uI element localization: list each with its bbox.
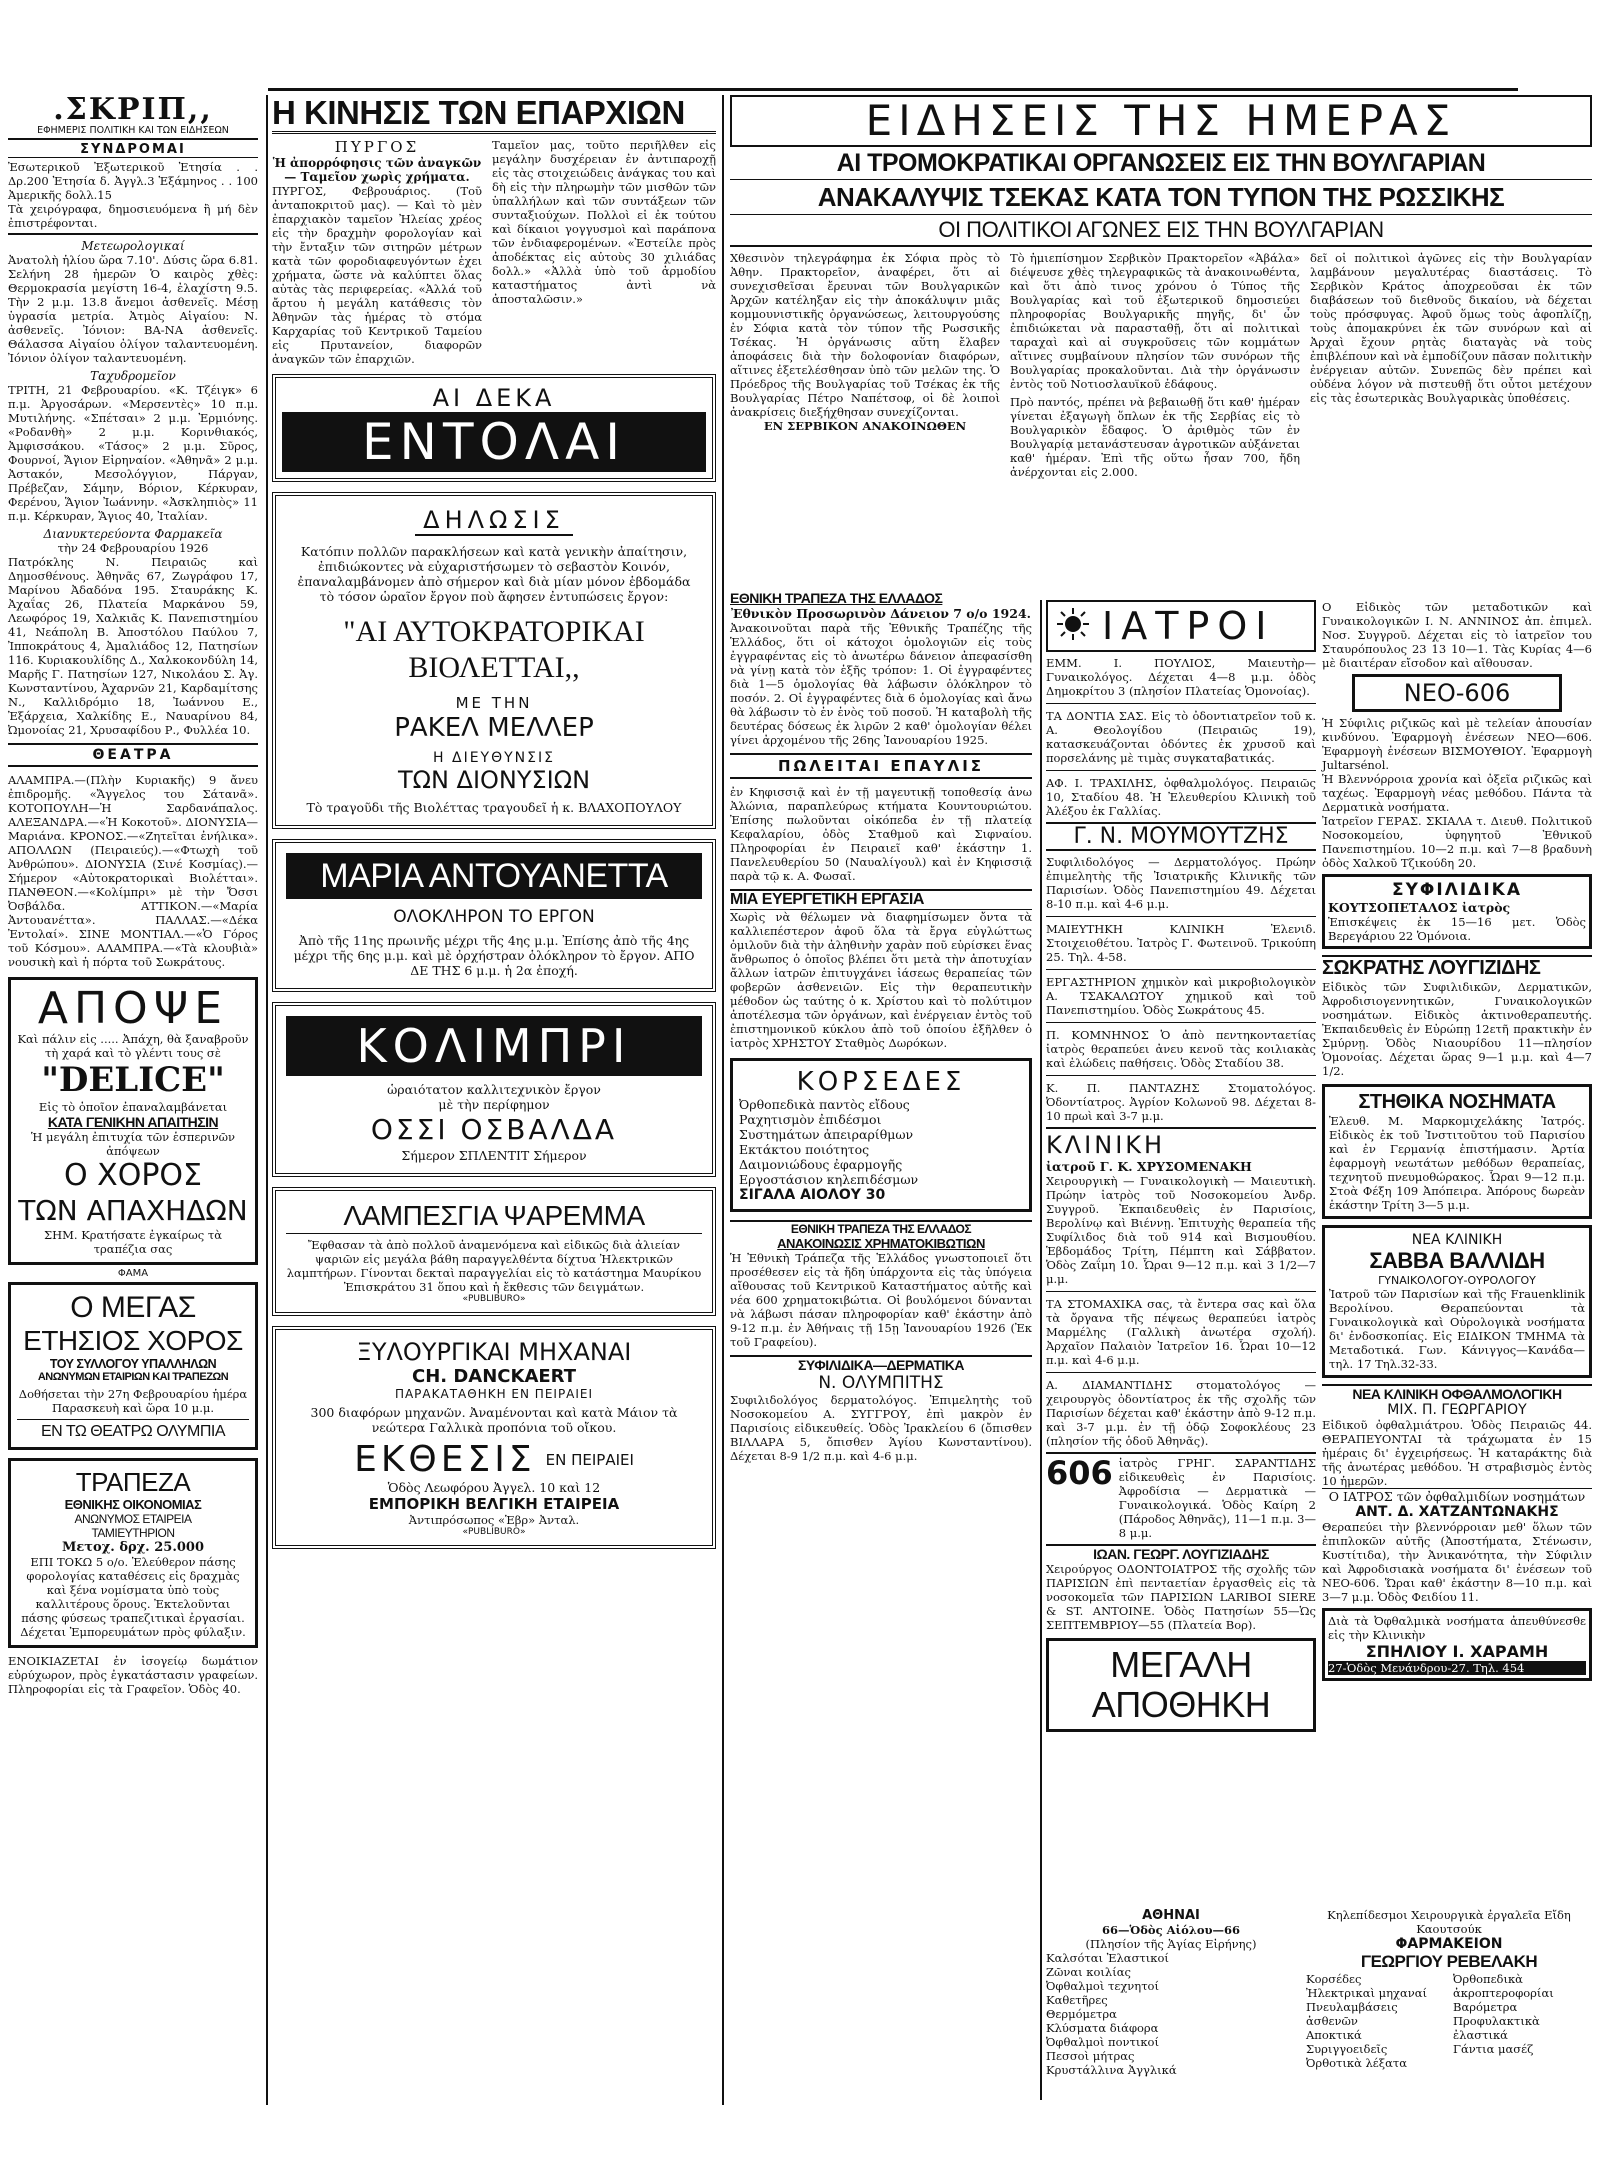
colibri-title: ΚΟΛΙΜΠΡΙ — [286, 1016, 702, 1076]
villa-sale-head: ΠΩΛΕΙΤΑΙ ΕΠΑΥΛΙΣ — [730, 753, 1032, 779]
corsets-line-3: Συστημάτων ἀπειραρίθμων — [739, 1127, 914, 1142]
bank-sub-3: ΤΑΜΙΕΥΤΗΡΙΟΝ — [91, 1526, 175, 1540]
news-headline: ΕΙΔΗΣΕΙΣ ΤΗΣ ΗΜΕΡΑΣ — [730, 95, 1592, 147]
publiburo-tag: «PUBLIBURO» — [462, 1294, 526, 1304]
marie-antoinette-sub: ΟΛΟΚΛΗΡΟΝ ΤΟ ΕΡΓΟΝ — [393, 907, 595, 927]
pharmacies-date: τὴν 24 Φεβρουαρίου 1926 — [57, 541, 209, 555]
store-addr: 66—Ὁδὸς Αἰόλου—66 — [1102, 1923, 1240, 1937]
annual-ball-ad — [8, 1282, 258, 1450]
pharmacy-item-4: Αποκτικά — [1306, 2028, 1362, 2042]
chest-head: ΣΤΗΘΙΚΑ ΝΟΣΗΜΑΤΑ — [1358, 1091, 1556, 1113]
clinic-text: Χειρουργικὴ — Γυναικολογικὴ — Μαιευτικὴ. Πρώην ἰατρὸς τοῦ Νοσοκομείου Ἀνδρ. Συγγροῦ. Ἐκπαιδευθεὶς ἐν Παρισίοις, Βερολίνῳ καὶ Βιέννῃ. Ἐπιτυχὴς θεραπεία τῆς Συφίλιδος διὰ τοῦ 914 καὶ Βισμουθίου. Ἑβδομάδος Τρίτη, Πέμπτη καὶ Σάββατον. Ὁδὸς Ζαΐμη 10. Ὧραι 9—12 π.μ. καὶ 3 1/2—7 μ.μ. — [1046, 1174, 1316, 1286]
colibri-text-1: ὡραιότατον καλλιτεχνικὸν ἔργον — [387, 1082, 601, 1097]
declaration-title: ΔΗΛΩΣΙΣ — [415, 506, 573, 536]
delice-title: "DELICE" — [41, 1060, 225, 1100]
corsets-title: ΚΟΡΣΕΔΕΣ — [796, 1067, 966, 1097]
big-store-title: ΜΕΓΑΛΗ ΑΠΟΘΗΚΗ — [1091, 1644, 1271, 1725]
pharmacy-head: ΦΑΡΜΑΚΕΙΟΝ — [1395, 1936, 1503, 1952]
safe-notice-text: Ἡ Ἐθνικὴ Τράπεζα τῆς Ἑλλάδος γνωστοποιεῖ ὅτι προσέθεσεν εἰς τὰ ἤδη ὑπάρχοντα εἰς τὰς ὑπόγεια αἴθουσας τοῦ Κεντρικοῦ Καταστήματος αὐτῆς καὶ νέα 600 χρηματοκιβώτια. Οἱ βουλόμενοι δύνανται νὰ λάβωσι πάσαν πληροφορίαν καθ' ἑκάστην ἀπὸ 9-12 π.μ. ἐν Ἀθήναις τῇ 15ῃ Ἰανουαρίου 1926 (Ἐκ τοῦ Γραφείου). — [730, 1251, 1032, 1349]
c606-block — [1046, 1452, 1316, 1540]
derma-head: ΣΥΦΙΛΙΔΙΚΑ—ΔΕΡΜΑΤΙΚΑ — [730, 1355, 1032, 1373]
pharmacy-name: ΓΕΩΡΓΙΟΥ ΡΕΒΕΛΑΚΗ — [1360, 1952, 1538, 1971]
declaration-ad — [272, 492, 716, 829]
megas-title: Ο ΜΕΓΑΣ — [70, 1291, 196, 1324]
store-item-5: Θερμόμετρα — [1046, 2007, 1117, 2021]
chest-ad — [1322, 1084, 1592, 1219]
city-name: ΠΥΡΓΟΣ — [334, 138, 420, 156]
new-clinic-head: ΝΕΑ ΚΛΙΝΙΚΗ — [1411, 1232, 1503, 1248]
dance-line-1: Ο ΧΟΡΟΣ — [64, 1158, 202, 1193]
derma-text: Συφιλιδολόγος δερματολόγος. Ἐπιμελητὴς τοῦ Νοσοκομείου Α. ΣΥΓΓΡΟΥ, ἐπὶ μακρὸν ἐν Παρισίοις εἰδικευθείς. Ὁδὸς Ἰρακλείου 6 (ὄπισθεν ΒΙΛΛΑΡΑ 5, ὄπισθεν Ἁγίου Κωνσταντίνου). Δέχεται 8-9 1/2 π.μ. καὶ 4-6 μ.μ. — [730, 1393, 1032, 1463]
weather-text: Ἀνατολὴ ἡλίου ὥρα 7.10'. Δύσις ὥρα 6.81. Σελήνη 28 ἡμερῶν Ὁ καιρὸς χθὲς: Θερμοκρασία μεγίστη 16-4, ἐλαχίστη 9.5. Τὴν 2 μ.μ. 13.8 ἄνεμοι ἀσθενεῖς. Μέσῃ ὑγρασία μετρία. Ἀτμὸς Αἰγαίου: Ν. ἀσθενεῖς. Ἰόνιον: ΒΑ-ΝΑ ἀσθενεῖς. Θάλασσα Αἰγαίου ὀλίγον ταλαντευομένη. Ἰόνιον ὀλίγον ταλαντευομένη. — [8, 253, 258, 365]
pharmacy-item-8: Βαρόμετρα — [1453, 2000, 1518, 2014]
doctor-poulios: ΕΜΜ. Ι. ΠΟΥΛΙΟΣ, Μαιευτὴρ—Γυναικολόγος. Δέχεται 4—8 μ.μ. ὁδὸς Δημοκρίτου 3 (πλησίον Πλατείας Ὁμονοίας). — [1046, 656, 1316, 698]
neo606-text-3: Ἰατρεῖον ΓΕΡΑΣ. ΣΚΙΑΛΑ τ. Διευθ. Πολιτικοῦ Νοσοκομείου, ὑφηγητοῦ Ἐθνικοῦ Πανεπιστημίου. 10—2 π.μ. καὶ 7—8 βραδυνὴ ὁδὸς Χαλκοῦ Τζικούδη 20. — [1322, 814, 1592, 870]
marie-antoinette-ad — [272, 839, 716, 992]
weather-title: Μετεωρολογικαί — [81, 239, 185, 253]
pharmacy-item-10: Γάντια μασέζ — [1453, 2042, 1534, 2056]
column-2 — [272, 95, 716, 1549]
bank-loan: Ἐθνικὸν Προσωρινὸν Δάνειον 7 ο/ο 1924. — [730, 606, 1031, 621]
dental-head: Ο ΙΑΤΡΟΣ τῶν ὀφθαλμιδίων νοσημάτων — [1322, 1488, 1592, 1504]
chem-lab: ΕΡΓΑΣΤΗΡΙΟΝ χημικὸν καὶ μικροβιολογικὸν Α. ΤΣΑΚΑΛΩΤΟΥ χημικοῦ καὶ τοῦ Πανεπιστημίου. Ὁδὸς Σωκράτους 45. — [1046, 975, 1316, 1017]
derma-name: Ν. ΟΛΥΜΠΙΤΗΣ — [818, 1373, 944, 1393]
ioan-text: Χειρούργος ΟΔΟΝΤΟΙΑΤΡΟΣ τῆς σχολῆς τῶν ΠΑΡΙΣΙΩΝ ἐπὶ πενταετίαν ἐργασθεὶς εἰς τὰ νοσοκομεῖα τῶν ΠΑΡΙΣΙΩΝ LARIBOI SIERE & ST. ANTOINE. Ὁδὸς Πατησίων 55—Ὡς ΣΕΠΤΕΜΒΡΙΟΥ—55 (Πλατεία Βορ). — [1046, 1562, 1316, 1632]
ophth-name: ΣΠΗΛΙΟΥ Ι. ΧΑΡΑΜΗ — [1365, 1642, 1549, 1661]
c606-title: 606 — [1046, 1454, 1113, 1492]
ioan-name: ΙΩΑΝ. ΓΕΩΡΓ. ΛΟΥΓΙΖΙΑΔΗΣ — [1046, 1544, 1316, 1562]
doctors-title: ΙΑΤΡΟΙ — [1102, 604, 1275, 648]
bank-sub-1: ΕΘΝΙΚΗΣ ΟΙΚΟΝΟΜΙΑΣ — [64, 1497, 202, 1512]
store-item-6: Κλύσματα διάφορα — [1046, 2021, 1159, 2035]
colibri-star: ΟΣΣΙ ΟΣΒΑΛΔΑ — [370, 1113, 618, 1146]
pharmacy-block — [1306, 1908, 1592, 2077]
with-label: ΜΕ ΤΗΝ — [455, 694, 533, 712]
sun-icon — [1056, 607, 1090, 645]
exhibit-title: ΕΚΘΕΣΙΣ — [354, 1439, 536, 1480]
exhibit-place: ΕΝ ΠΕΙΡΑΙΕΙ — [545, 1450, 634, 1469]
masthead: .ΣΚΡΙΠ,, — [53, 92, 213, 127]
annual-ball-title: ΕΤΗΣΙΟΣ ΧΟΡΟΣ — [23, 1325, 243, 1356]
savvas-sub: ΓΥΝΑΙΚΟΛΟΓΟΥ-ΟΥΡΟΛΟΓΟΥ — [1378, 1274, 1536, 1287]
ten-commandments-ad — [272, 374, 716, 482]
declaration-text: Κατόπιν πολλῶν παρακλήσεων καὶ κατὰ γενικὴν ἀπαίτησιν, ἐπιδιώκοντες νὰ εὐχαριστήσωμεν τὸ σεβαστὸν Κοινόν, ἐπαναλαμβάνομεν ἀπὸ σήμερον καὶ διὰ μίαν μόνον ἑβδομάδα τὸ τόσον ὡραῖον ἔργον ποὺ ἄφησεν ἐντυπώσεις ἔργον: — [297, 544, 691, 604]
news-section — [730, 95, 1592, 479]
neo606-text-1: Ἡ Σύφιλις ριζικῶς καὶ μὲ τελείαν ἀπουσίαν κινδύνου. Ἐφαρμογὴ ἐνέσεων ΝΕΟ—606. Ἐφαρμογὴ ἐνέσεων ΒΙΣΜΟΥΘΙΟΥ. Ἐφαρμογὴ Jultarsénol. — [1322, 716, 1592, 772]
provinces-text-left: ΠΥΡΓΟΣ, Φεβρουάριος. (Τοῦ ἀνταποκριτοῦ μας). — Καὶ τὸ μὲν ἐπαρχιακὸν ταμεῖον Ἠλείας χρέος εἰς τὴν δραχμὴν φορολογίαν καὶ τὴν ἔνταξιν τῶν σιτηρῶν μέτρων κατὰ τῶν φοροδιαφευγόντων ἐχει χρήματα, ὥστε νὰ καλύπτει ὅλας αὐτὰς τὰς περιφερείας. «Ἀλλά τοῦ ἄρτου ἡ μεγάλη κατάθεσις τὸν Ἀθηνῶν τὰς ἡμέρας τὸ στόμα Καρχαρίας τοῦ Κεντρικοῦ Ταμείου εἰς Πρυτανείον, διαφορῶν ἀναγκῶν τῶν ἐπαρχιῶν. — [272, 184, 482, 366]
mail-title: Ταχυδρομεῖον — [90, 369, 176, 383]
lamp-title: ΛΑΜΠΕΣΓΙΑ ΨΑΡΕΜΜΑ — [286, 1199, 702, 1234]
column-5 — [1322, 600, 1592, 1681]
provinces-headline: Η ΚΙΝΗΣΙΣ ΤΩΝ ΕΠΑΡΧΙΩΝ — [272, 95, 716, 134]
direction-label: Η ΔΙΕΥΘΥΝΣΙΣ — [433, 750, 555, 766]
provinces-text-right: Ταμεῖον μας, τοῦτο περιῆλθεν εἰς μεγάλην δυσχέρειαν ἐν ἀντιπαροχῇ εἰς τὰς στοιχειώδεις ἀνάγκας του καὶ δὴ εἰς τὴν πληρωμὴν τῶν μισθῶν τῶν ὑπαλλήλων καὶ τῶν συντάξεων τῶν συνταξιούχων. Πολλοὶ εἰ ἐκ τούτου καὶ δίκαιοι γογγυσμοὶ καὶ παράπονα τῶν ἐνδιαφερομένων. «Ἐστείλε πρὸς ἀποδέκτας εἰς αὐτοὺς 30 χιλιάδας δολλ.» «Ἀλλὰ ὑπὸ τοῦ ἀρμοδίου καταστήματος ἀντὶ νὰ ἀποσταλῶσιν.» — [492, 138, 716, 306]
annino-text: Ο Εἰδικὸς τῶν μεταδοτικῶν καὶ Γυναικολογικῶν Ι. Ν. ΑΝΝΙΝΟΣ ἀπ. ἐπιμελ. Νοσ. Συγγροῦ. Δέχεται εἰς τὸ ἰατρεῖον του Σταυρόπουλος 23 13 10—1. Τὰς Κυρίας 4—6 μὲ διαιτέραν εἴσοδον καὶ αἴθουσαν. — [1322, 600, 1592, 670]
exhibit-rep: Ἀντιπρόσωπος «Ἑβρ» Ἀνταλ. — [408, 1513, 580, 1527]
syfil-ad — [1322, 874, 1592, 949]
marie-antoinette-title: ΜΑΡΙΑ ΑΝΤΟΥΑΝΕΤΤΑ — [286, 853, 702, 899]
doctors-banner — [1046, 600, 1316, 652]
song-note: Τὸ τραγοῦδι τῆς Βιολέττας τραγουδεῖ ἡ κ. ΒΛΑΧΟΠΟΥΛΟΥ — [306, 800, 682, 815]
theatres-title: ΘΕΑΤΡΑ — [8, 743, 258, 767]
cinema-name: ΤΩΝ ΔΙΟΝΥΣΙΩΝ — [397, 766, 591, 794]
masthead-subtitle: ΕΦΗΜΕΡΙΣ ΠΟΛΙΤΙΚΗ ΚΑΙ ΤΩΝ ΕΙΔΗΣΕΩΝ — [8, 125, 258, 140]
ball-when: Δοθήσεται τὴν 27η Φεβρουαρίου ἡμέρα Παρασκευὴ καὶ ὥρα 10 μ.μ. — [18, 1387, 248, 1415]
bulgaria-source: ΕΝ ΣΕΡΒΙΚΟΝ ΑΝΑΚΟΙΝΩΘΕΝ — [763, 419, 967, 433]
syfil-name: ΚΟΥΤΣΟΠΕΤΑΛΟΣ ἰατρὸς — [1328, 900, 1511, 915]
corsets-line-2: Ραχητισμὸν ἐπιδέσμοι — [739, 1112, 882, 1127]
socrates-name: ΣΩΚΡΑΤΗΣ ΛΟΥΓΙΖΙΔΗΣ — [1322, 955, 1592, 980]
corsets-line-7: ΣΙΓΑΛΑ ΑΙΟΛΟΥ 30 — [739, 1187, 886, 1203]
diamantidis-text: Α. ΔΙΑΜΑΝΤΙΔΗΣ στοματολόγος — χειρουργὸς ὀδοντίατρος ἐκ τῆς σχολῆς τῶν Παρισίων δέχεται καθ' ἑκάστην ἀπὸ 9-12 π.μ. καὶ 3-7 μ.μ. ἐν τῇ ὁδῷ Σοφοκλέους 23 (πλησίον τῆς ὁδοῦ Ἀθηνᾶς). — [1046, 1378, 1316, 1448]
store-item-2: Ζῶναι κοιλίας — [1046, 1965, 1131, 1979]
doctor-pantazis: Κ. Π. ΠΑΝΤΑΖΗΣ Στοματολόγος. Ὀδοντίατρος. Ἀγρίον Κολωνοῦ 98. Δέχεται 8-10 πρωὶ καὶ 3-7 μ.μ. — [1046, 1081, 1316, 1123]
bank-title: ΤΡΑΠΕΖΑ — [75, 1467, 191, 1497]
pharmacies-text: Πατρόκλης Ν. Πειραιῶς καὶ Δημοσθένους. Ἀθηνᾶς 67, Ζωγράφου 17, Μαρίνου Ἀδαδόνα 195. Σταυράκης Κ. Ἀχαΐας 26, Πλατεία Μαρκάνου 59, Λεωφόρος 19, Χαλκιᾶς Κ. Πανεπιστημίου 41, Νεάπολη Β. Ἀποστόλου Παύλου 7, Ἰπποκράτους 4, Ἀμαλιάδος 12, Πατησίων 116. Κυριακουλίδης Δ., Χαλκοκονδύλη 14, Μαρῆς Γ. Πατησίων 127, Νικολάου Σ. Ἀγ. Κωνσταντίνου, Ἀχαρνῶν 21, Καρδαμίτσης Ν., Καλλιδρόμιο 18, Ἰωάννου Ε., Ἐξάρχεια, Χαλκίδης Ε., Ναυαρίνου 84, Ὠμονοίας 21, Χρυσαφίδου Ρ., Φυλλέα 10. — [8, 555, 258, 737]
machines-company: CH. DANCKAERT — [411, 1366, 577, 1387]
subscriptions-title: ΣΥΝΔΡΟΜΑΙ — [8, 142, 258, 158]
mail-text: ΤΡΙΤΗ, 21 Φεβρουαρίου. «Κ. Τζέιγκ» 6 π.μ. Ἀργοσάρων. «Μερσεντὲς» 10 π.μ. Μυτιλήνης. «Σπέτσαι» 2 μ.μ. Ἐρμιόνης. «Ροδανθὴ» 2 μ.μ. Κορινθιακός, Ἀμφισσάκου. «Τάσος» 2 μ.μ. Σῦρος, Φουρνοί, Ἄγιον Εἰρηναίον. «Ἀθηνᾶ» 2 μ.μ. Ἀστακόν, Μεσολόγγιον, Πάργαν, Πρέβεζαν, Σάμην, Βόριον, Κέρκυραν, Φερένου, Ἅγιον Ἰωάννην. «Ἀσκληπιὸς» 11 π.μ. Κέρκυραν, Ἅγιος 40, Ἰταλίαν. — [8, 383, 258, 523]
bulgaria-text-d: δεῖ οἱ πολιτικοὶ ἀγῶνες εἰς τὴν Βουλγαρίαν λαμβάνουν μεγαλυτέρας διαστάσεις. Τὸ Σερβικὸν Κράτος ἀποχρεοῦσαι ἐκ τῶν διαβάσεων τοῦ διεθνοῦς δικαίου, νὰ δέχεται τοὺς πρόσφυγας. Ἀφοῦ ὅμως τοὺς ἀφοπλίζῃ, τοὺς ἀπομακρύνει ἐκ τῶν συνόρων καὶ αἱ Ἀρχαὶ ἔχουν ρητὰς διαταγὰς νὰ τοὺς ἐπιβλέπουν καὶ νὰ ἐμποδίζουν πᾶσαν πολιτικὴν ἐνέργειαν αὐτῶν. Συνεπῶς δὲν πρέπει καὶ οὐδένα λόγον νὰ πιστευθῇ ὅτι οὗτοι μετέχουν εἰς τὰς ἐσωτερικὰς Βουλγαρικὰς ὑποθέσεις. — [1310, 251, 1592, 405]
top-rule — [268, 88, 1518, 91]
store-item-3: Ὀφθαλμοὶ τεχνητοί — [1046, 1979, 1159, 1993]
clinic-name: ἰατροῦ Γ. Κ. ΧΡΥΣΟΜΕΝΑΚΗ — [1046, 1159, 1252, 1174]
beneficial-work-text: Χωρὶς νὰ θέλωμεν νὰ διαφημίσωμεν ὄντα τὰ καλλιεπέστερον ἀφοῦ ὅλα τὰ ἔργα εὐγλώττως ὁμιλοῦν διὰ τὴν ἀληθινὴν χαρὰν ποῦ εὑρίσκει ἕνας ἄνθρωπος ὁ ὁποῖος βλέπει ὅτι μετὰ τὴν ἀποτυχίαν ἄλλων ἰατρῶν ἐπιτυγχάνει ἰάσεως θεραπείας τῶν φοβερῶν ἀσθενειῶν. Εἰς τὴν θεραπευτικὴν μέθοδον ὡς ταύτης ὁ κ. Χρίστου καὶ τὸ πολύτιμον ἀποτέλεσμα τῶν ὀργάνων, καὶ ἐνέργειαν ἐντὸς τοῦ ἐπιστημονικοῦ κύκλου ἀπὸ τοῦ ὁποίου ἐξῆλθεν ὁ ἰατρὸς ΧΡΗΣΤΟΥ Σταθμὸς Δωρόκων. — [730, 910, 1032, 1050]
provinces-subhead-1: Ἡ ἀπορρόφησις τῶν ἀναγκῶν — [272, 156, 482, 170]
store-near: (Πλησίον τῆς Ἁγίας Εἰρήνης) — [1085, 1937, 1257, 1951]
big-store-ad — [1046, 1638, 1316, 1732]
pharmacy-item-5: Συριγγοειδεῖς — [1306, 2042, 1388, 2056]
chest-text: Ἐλευθ. Μ. Μαρκομιχελάκης Ἰατρός. Εἰδικὸς ἐκ τοῦ Ἰνστιτοῦτου τοῦ Παρισίου καὶ ἐν Γερμανίᾳ ἐπιστήμασιν. Ἀρτία ἐφαρμογὴ νεωτάτων μεθόδων θεραπείας, τεχνητοῦ πνευμοθώρακος. Ὧραι 9—12 π.μ. Στοὰ Φέξη 109 Ἀπόπειρα. Ἀπόρους δωρεὰν ἑκάστην Τρίτη 3—5 μ.μ. — [1329, 1114, 1585, 1212]
ball-where: ΕΝ ΤΩ ΘΕΑΤΡΩ ΟΛΥΜΠΙΑ — [17, 1419, 249, 1441]
corsets-ad — [730, 1058, 1032, 1212]
villa-sale-text: ἐν Κηφισσιᾷ καὶ ἐν τῇ μαγευτικῇ τοποθεσίᾳ ἀνω Ἀλώνια, παραπλεύρως κτήματα Κουντουριώτου. Ἐπίσης πωλοῦνται οἰκόπεδα ἐν τῇ πλατείᾳ Κεφαλαρίου, ὀδὸς Σταθμοῦ καὶ Σιφναίου. Πληροφορίαι ἐν Πειραιεῖ καθ' ἑκάστην 1. Πανελευθερίου 50 (Ναυαλίγουλ) καὶ ἐν Κηφισσιᾷ παρὰ τῷ κ. Α. Φωσαῖ. — [730, 785, 1032, 883]
eye-text: Εἰδικοῦ ὀφθαλμιάτρου. Ὁδὸς Πειραιῶς 44. ΘΕΡΑΠΕΥΟΝΤΑΙ τὰ τράχωματα ἐν 15 ἡμέραις δι' ἐγχειρήσεως. Ἡ καταράκτης διὰ τῆς ἀνωτέρας μεθόδου. Ἡ στραβισμὸς ἐντὸς 10 ἡμερῶν. — [1322, 1418, 1592, 1488]
eye-head: ΝΕΑ ΚΛΙΝΙΚΗ ΟΦΘΑΛΜΟΛΟΓΙΚΗ — [1322, 1384, 1592, 1402]
column-rule — [722, 95, 724, 2105]
bulgaria-article — [730, 251, 1592, 479]
lamp-ad — [272, 1187, 716, 1316]
pharmacy-item-6: Ὀρθοτικὰ λέξατα — [1306, 2056, 1407, 2070]
bank-text: ΕΠΙ ΤΟΚΩ 5 ο/ο. Ἐλεύθερον πάσης φορολογίας καταθέσεις εἰς δραχμὰς καὶ ξένα νομίσματα ὑπὸ τοὺς καλλιτέρους ὅρους. Ἐκτελοῦνται πάσης φύσεως τραπεζιτικαὶ ἐργασίαι. Δέχεται Ἐμπορευμάτων πρὸς φύλαξιν. — [20, 1555, 246, 1639]
general-demand: ΚΑΤΑ ΓΕΝΙΚΗΝ ΑΠΑΙΤΗΣΙΝ — [47, 1114, 219, 1130]
apopse-text: Καὶ πάλιν εἰς ..... Ἀπάχη, θὰ ξαναβροῦν τὴ χαρά καὶ τὸ γλέντι τους σὲ — [17, 1032, 249, 1060]
bank-loan-text: Ἀνακοινοῦται παρὰ τῆς Ἐθνικῆς Τραπέζης τῆς Ἑλλάδος, ὅτι οἱ κάτοχοι ὁμολογιῶν εἰς τοὺς ἐγγραφέντας εἰς τὸ ἀνωτέρω δάνειον ἀπεφασίσθη νὰ γίνῃ κατὰ τὸν ἑξῆς τρόπον: 1. Οἱ ἐγγραφέντες διὰ 1—5 ὁμολογίας θὰ λάβωσιν ὁλόκληρον τὸ ποσόν. 2. Οἱ ἐγγραφέντες διὰ 6 ὁμολογίας καὶ ἄνω θὰ λάβωσιν τὸ ἐν ἑνὸς τοῦ ποσοῦ. Ἡ καταβολὴ τῆς δευτέρας δόσεως ἐκ λιρῶν 2 καθ' ὁμολογίαν θέλει γίνει ἀρχομένου τῆς 26ης Ἰανουαρίου 1925. — [730, 621, 1032, 747]
moumoutzis-text: Συφιλιδολόγος — Δερματολόγος. Πρώην ἐπιμελητὴς τῆς Ἰσιατρικῆς Κλινικῆς τῶν Παρισίων. Ὁδὸς Πανεπιστημίου 49. Δέχεται 8-10 π.μ. καὶ 4-6 μ.μ. — [1046, 855, 1316, 911]
colibri-text-3: Σήμερον ΣΠΛΕΝΤΙΤ Σήμερον — [401, 1148, 587, 1163]
dance-line-2: ΤΩΝ ΑΠΑΧΗΔΩΝ — [18, 1194, 248, 1227]
moumoutzis-name: Γ. Ν. ΜΟΥΜΟΥΤΖΗΣ — [1046, 822, 1316, 851]
neo606-title: ΝΕΟ-606 — [1352, 674, 1562, 712]
savvas-text: Ἰατροῦ τῶν Παρισίων καὶ τῆς Frauenklinik Βερολίνου. Θεραπεύονται τὰ Γυναικολογικὰ καὶ Οὐρολογικὰ νοσήματα δι' ἐνδοσκοπίας. Εἰς ΕΙΔΙΚΟΝ ΤΜΗΜΑ τὰ Μεταδοτικά. Γων. Κάνιγγος—Κανάδα—τηλ. 17 Τηλ.32-33. — [1329, 1287, 1585, 1371]
rentals-text: ΕΝΟΙΚΙΑΖΕΤΑΙ ἐν ἰσογείῳ δωμάτιον εὐρύχωρον, πρὸς ἐγκατάστασιν γραφείων. Πληροφορίαι εἰς τὰ Γραφεῖον. Ὁδὸς 40. — [8, 1654, 258, 1696]
ophth-pre: Διὰ τὰ Ὀφθαλμικὰ νοσήματα ἀπευθύνεσθε εἰς τὴν Κλινικὴν — [1328, 1614, 1586, 1642]
exhibit-address: Ὁδὸς Λεωφόρου Ἀγγελ. 10 καὶ 12 — [387, 1480, 601, 1495]
column-rule — [1040, 600, 1042, 2100]
bulgaria-text-b: Τὸ ἡμιεπίσημον Σερβικὸν Πρακτορεῖον «Ἀβάλα» διέψευσε χθὲς τηλεγραφικῶς τὰ ἀνακοινωθέντα, καὶ ὅτι ἀπὸ τινος χρόνου ὁ Τύπος τῆς Βουλγαρίας καὶ τοῦ ἐξωτερικοῦ δημοσιεύει πληροφορίας Βουλγαρικῆς πηγῆς, δι' ὧν ἐπιδιώκεται νὰ παρασταθῇ, ὅτι αἱ πολιτικαὶ ταραχαὶ καὶ αἱ συγκροῦσεις τῶν κομμάτων αἵτινες συμβαίνουν πλησίον τῶν συνόρων τῆς Βουλγαρίας προκαλοῦνται. Διὰ τὴν ὀργάνωσιν ἐντὸς τοῦ Νοτιοσλαυϊκοῦ ἐδάφους. — [1010, 251, 1300, 391]
pharmacy-item-7: Ὀρθοπεδικὰ ἀκροπτεροφορίαι — [1453, 1972, 1554, 2000]
bottom-ads — [1046, 1908, 1592, 2077]
beneficial-work-head: ΜΙΑ ΕΥΕΡΓΕΤΙΚΗ ΕΡΓΑΣΙΑ — [730, 889, 1032, 910]
maternity-clinic: ΜΑΙΕΥΤΗΚΗ ΚΛΙΝΙΚΗ Ἐλενιδ. Στοιχειοθέτου. Ἰατρὸς Γ. Φωτεινοῦ. Τρικούπη 25. Τηλ. 4-58. — [1046, 922, 1316, 964]
pharmacy-item-2: Ἠλεκτρικαὶ μηχαναί — [1306, 1986, 1428, 2000]
bank-capital: Μετοχ. δρχ. 25.000 — [62, 1540, 204, 1555]
subscriptions-text: Ἐσωτερικοῦ Ἐξωτερικοῦ Ἐτησία . . Δρ.200 Ἐτησία δ. Ἀγγλ.3 Ἑξάμηνος . . 100 Ἀμερικῆς δολλ.15 — [8, 160, 258, 202]
store-item-4: Καθετῆρες — [1046, 1993, 1108, 2007]
store-city: ΑΘΗΝΑΙ — [1142, 1908, 1200, 1923]
ten-pre: ΑΙ ΔΕΚΑ — [432, 384, 556, 412]
clinic-block — [1046, 1127, 1316, 1286]
socrates-text: Εἰδικὸς τῶν Συφιλιδικῶν, Δερματικῶν, Ἀφροδισιογεννητικῶν, Γυναικολογικῶν νοσημάτων. Εἰδικὸς ἀκτινοθεραπευτής. Ἐκπαιδευθεὶς ἐν Εὐρώπῃ 12ετῆ πρακτικὴν ἐν Σμύρνῃ. Ὁδὸς Νιαουρίδου 11—πλησίον Ὁμονοίας. Δέχεται ὥρας 9—1 μ.μ. καὶ 4—7 1/2. — [1322, 980, 1592, 1078]
fama-tag: ΦΑΜΑ — [117, 1268, 149, 1279]
doctor-trachilis: ΑΦ. Ι. ΤΡΑΧΙΛΗΣ, ὀφθαλμολόγος. Πειραιῶς 10, Σταδίου 48. Ἡ Ἐλευθερίου Κλινικὴ τοῦ Ἀλέξου ἐκ Γαλλίας. — [1046, 776, 1316, 818]
news-h1: ΑΙ ΤΡΟΜΟΚΡΑΤΙΚΑΙ ΟΡΓΑΝΩΣΕΙΣ ΕΙΣ ΤΗΝ ΒΟΥΛΓΑΡΙΑΝ — [730, 147, 1592, 180]
manuscripts-note: Τὰ χειρόγραφα, δημοσιευόμενα ἢ μή δὲν ἐπιστρέφονται. — [8, 202, 258, 235]
syfil-head: ΣΥΦΙΛΙΔΙΚΑ — [1392, 880, 1522, 900]
great-success: Ἡ μεγάλη ἐπιτυχία τῶν ἑσπερινῶν ἀπόψεων — [30, 1130, 235, 1158]
dance-note: ΣΗΜ. Κρατήσατε ἐγκαίρως τὰ τραπέζια σας — [43, 1228, 223, 1256]
bank-notice-head: ΕΘΝΙΚΗ ΤΡΑΠΕΖΑ ΤΗΣ ΕΛΛΑΔΟΣ — [730, 590, 943, 606]
corsets-line-4: Εκτάκτου ποιότητος — [739, 1142, 870, 1157]
store-item-8: Πεσσοὶ μήτρας — [1046, 2049, 1135, 2063]
column-4 — [1046, 600, 1316, 1732]
machines-sub: ΠΑΡΑΚΑΤΑΘΗΚΗ ΕΝ ΠΕΙΡΑΙΕΙ — [394, 1387, 594, 1401]
exhibit-firm: ΕΜΠΟΡΙΚΗ ΒΕΛΓΙΚΗ ΕΤΑΙΡΕΙΑ — [368, 1495, 620, 1513]
eye-name: ΜΙΧ. Π. ΓΕΩΡΓΑΡΙΟΥ — [1387, 1402, 1527, 1418]
column-rule — [266, 95, 268, 2105]
corsets-line-6: Εργοστάσιον κηλεπιδέσμων — [739, 1172, 919, 1187]
corsets-line-5: Δαιμονιώδους ἐφαρμογῆς — [739, 1157, 903, 1172]
marie-antoinette-text: Ἀπὸ τῆς 11ης πρωινῆς μέχρι τῆς 4ης μ.μ. Ἐπίσης ἀπὸ τῆς 4ης μέχρι τῆς 6ης μ.μ. καὶ μὲ ὀρχήστραν ὁλόκληρον τὸ ἔργον. ΑΠΟ ΔΕ ΤΗΣ 6 μ.μ. ἡ 2α ἐποχή. — [293, 933, 695, 978]
pharmacy-pre: Κηλεπίδεσμοι Χειρουργικὰ ἐργαλεῖα Εἴδη Καουτσούκ — [1327, 1908, 1571, 1936]
ten-title: ΕΝΤΟΛΑΙ — [282, 412, 706, 472]
machines-ad — [272, 1326, 716, 1549]
companies-name: ΑΝΩΝΥΜΩΝ ΕΤΑΙΡΙΩΝ ΚΑΙ ΤΡΑΠΕΖΩΝ — [37, 1371, 229, 1383]
column-3 — [730, 590, 1032, 1463]
syfil-text: Ἐπισκέψεις ἐκ 15—16 μετ. Ὁδὸς Βερεγάριου 22 Ὁμόνοια. — [1328, 915, 1586, 943]
doctor-komninos: Π. ΚΟΜΝΗΝΟΣ Ὁ ἀπὸ πεντηκονταετίας ἰατρὸς θεραπεύει ἀνευ κενοῦ τὰς κοιλιακὰς καὶ ἐλώδεις παθήσεις. Ὁδὸς Σταδίου 38. — [1046, 1028, 1316, 1070]
ophth-addr: 27-Ὁδὸς Μενάνδρου-27. Τηλ. 454 — [1328, 1661, 1586, 1675]
clinic-title: ΚΛΙΝΙΚΗ — [1046, 1131, 1166, 1159]
neo606-text-2: Ἡ Βλεννόρροια χρονία καὶ ὀξεῖα ριζικῶς καὶ ταχέως. Ἐφαρμογὴ νέας μεθόδου. Πάντα τὰ Δερματικὰ νοσήματα. — [1322, 772, 1592, 814]
new-clinic-ad — [1322, 1225, 1592, 1378]
colibri-ad — [272, 1002, 716, 1177]
store-item-1: Καλσόται Ἐλαστικοί — [1046, 1951, 1169, 1965]
doctor-teeth: ΤΑ ΔΟΝΤΙΑ ΣΑΣ. Εἰς τὸ ὀδοντιατρεῖον τοῦ κ. Α. Θεολογίδου (Πειραιῶς 19), κατασκευάζονται ὀδόντες ἐκ χρυσοῦ καὶ πορσελάνης μὲ τιμὰς συγκαταβατικάς. — [1046, 709, 1316, 765]
violets-title: "ΑΙ ΑΥΤΟΚΡΑΤΟΡΙΚΑΙ ΒΙΟΛΕΤΤΑΙ,, — [343, 615, 645, 684]
apopse-title: ΑΠΟΨΕ — [37, 983, 229, 1034]
store-item-7: Ὀφθαλμοὶ ποντικοί — [1046, 2035, 1159, 2049]
lamp-text: Ἔφθασαν τὰ ἀπὸ πολλοῦ ἀναμενόμενα καὶ εἰδικῶς διὰ ἀλιείαν ψαριῶν εἰς μεγάλα βάθη παραγγελθέντα δίχτυα Ἠλεκτρικῶν λαμπτήρων. Γίνονται δεκταὶ παραγγελίαι εἰς τὸ κατάστημα Μαυρίκου Ἐπισκράτου 31 ὅπου καὶ ἡ ἔκθεσις τῶν δειγμάτων. — [286, 1238, 702, 1294]
pharmacy-item-9: Προφυλακτικὰ ἐλαστικά — [1453, 2014, 1540, 2042]
bulgaria-text-a: Χθεσινὸν τηλεγράφημα ἐκ Σόφια πρὸς τὸ Ἀθην. Πρακτορεῖον, ἀναφέρει, ὅτι αἱ συνεχισθεῖσαι ἔρευναι τῶν Βουλγαρικῶν Ἀρχῶν κατέληξαν εἰς τὴν ἀποκάλυψιν μιᾶς κομμουνιστικῆς ὀργανώσεως, λειτουργούσης ἐν Σόφια κατὰ τὸν τύπον τῆς Ρωσσικῆς Τσέκας. Ἡ ὀργάνωσις αὕτη ἔλαβεν ἀποφάσεις διὰ τὴν δολοφονίαν διαφόρων, αἵτινες ἐξετελέσθησαν ὑπὸ τῶν μελῶν της. Ὁ Πρόεδρος τῆς Βουλγαρίας τοῦ Τσέκας ἐκ τῆς Βουλγαρίας Πέτρο Ναπέτσοφ, οἱ δὲ λοιποὶ ἀνακρίσεις διεξήχθησαν συνεχίζονται. — [730, 251, 1000, 419]
store-block — [1046, 1908, 1296, 2077]
theatres-text: ΑΛΑΜΠΡΑ.—(Πλὴν Κυριακῆς) 9 ἄνευ ἐπιδρομῆς. «Ἄγγελος του Σάτανᾶ». ΚΟΤΟΠΟΥΛΗ—Ἡ Σαρδανάπαλος. ΑΛΕΞΑΝΔΡΑ.—«Ἡ Κοκοτοῦ». ΔΙΟΝΥΣΙΑ—Μαριάνα. ΚΡΟΝΟΣ.—«Ζητεῖται ἐνήλικα». ΑΠΟΛΛΩΝ (Πειραιεύς).—«Φτωχὴ τοῦ Ἀνθρώπου». ΔΙΟΝΥΣΙΑ (Σινέ Κοσμίας).—Σήμερον «Αὐτοκρατορικαὶ Βιολέτται». ΠΑΝΘΕΟΝ.—«Κολίμπρι» μὲ τὴν Ὄσσι Ὀσβάλδα. ΑΤΤΙΚΟΝ.—«Μαρία Ἀντουανέττα». ΠΑΛΛΑΣ.—«Δέκα Ἐντολαί». ΣΙΝΕ ΜΟΝΤΙΑΛ.—«Ὁ Γόρος τοῦ Κόσμου». ΑΛΑΜΠΡΑ.—«Τὰ κλουβιὰ» νουσικὴ καὶ ἡ πόρτα τοῦ Σωκράτους. — [8, 773, 258, 969]
safe-notice-head: ΕΘΝΙΚΗ ΤΡΑΠΕΖΑ ΤΗΣ ΕΛΛΑΔΟΣ — [730, 1220, 1032, 1236]
star-name: ΡΑΚΕΛ ΜΕΛΛΕΡ — [394, 713, 594, 743]
machines-title: ΞΥΛΟΥΡΓΙΚΑΙ ΜΗΧΑΝΑΙ — [356, 1338, 632, 1366]
store-item-9: Κρυστάλλινα Ἀγγλικά — [1046, 2063, 1177, 2077]
provinces-subhead-2: — Ταμεῖον χωρὶς χρήματα. — [284, 170, 470, 184]
safe-notice-sub: ΑΝΑΚΟΙΝΩΣΙΣ ΧΡΗΜΑΤΟΚΙΒΩΤΙΩΝ — [777, 1236, 985, 1251]
apopse-ad — [8, 977, 258, 1265]
column-1 — [8, 92, 258, 1696]
pharmacies-title: Διανυκτερεύοντα Φαρμακεῖα — [43, 527, 223, 541]
pharmacy-item-3: Πνευλαμβάσεις ἀσθενῶν — [1306, 2000, 1398, 2028]
pharmacy-item-1: Κορσέδες — [1306, 1972, 1362, 1986]
bank-sub-2: ΑΝΩΝΥΜΟΣ ΕΤΑΙΡΕΙΑ — [74, 1512, 192, 1526]
dental-text: Θεραπεύει τὴν βλεννόρροιαν μεθ' ὅλων τῶν ἐπιπλοκῶν αὐτῆς (Ἀποστήματα, Στένωσιν, Κυστίτιδα), τὴν Ἀνικανότητα, τὴν Σύφιλιν καὶ Ἀφροδισιακὰ νοσήματα δι' ἐνέσεων τοῦ ΝΕΟ-606. Ὥραι καθ' ἑκάστην 8—10 π.μ. καὶ 3—7 μ.μ. Ὁδὸς Φειδίου 11. — [1322, 1520, 1592, 1604]
c606-text: ἰατρὸς ΓΡΗΓ. ΣΑΡΑΝΤΙΔΗΣ εἰδικευθεὶς ἐν Παρισίοις. Ἀφροδίσια — Δερματικὰ — Γυναικολογικά. Ὁδὸς Καίρη 2 (Πάροδος Ἀθηνᾶς), 11—1 π.μ. 3—8 μ.μ. — [1118, 1456, 1316, 1540]
stomach-text: ΤΑ ΣΤΟΜΑΧΙΚΑ σας, τὰ ἔντερα σας καὶ ὅλα τὰ ὄργανα τῆς πέψεως θεραπεύει ἰατρὸς Μαρμέλης (Γαλλικὴ ἀνωτέρα σχολή). Ἀρχαῖον Παλαιὸν Ἰατρεῖον 16. Ὧραι 10—12 π.μ. καὶ 4-6 μ.μ. — [1046, 1297, 1316, 1367]
bulgaria-text-c: Πρὸ παντός, πρέπει νὰ βεβαιωθῇ ὅτι καθ' ἡμέραν γίνεται ἐξαγωγὴ ὅπλων ἐκ τῆς Σερβίας εἰς τὸ Βουλγαρικὸν ἔδαφος. Ὁ ἀριθμὸς τῶν ἐν Βουλγαρίᾳ μετανάστευσαν ἀγροτικῶν αὐξάνεται καθ' ἡμέραν. Ἐπὶ τῆς οὕτω ἦσαν 700, ἤδη ἀνέρχονται εἰς 2.000. — [1010, 395, 1300, 479]
dental-name: ΑΝΤ. Δ. ΧΑΤΖΑΝΤΩΝΑΚΗΣ — [1355, 1504, 1559, 1520]
machines-text: 300 διαφόρων μηχανῶν. Ἀναμένονται καὶ κατὰ Μάιον τὰ νεώτερα Γαλλικὰ προπόνια τοῦ οἴκου. — [310, 1405, 678, 1435]
provinces-article — [272, 138, 716, 366]
corsets-line-1: Ὀρθοπεδικὰ παντὸς εἴδους — [739, 1097, 910, 1112]
news-h3: ΟΙ ΠΟΛΙΤΙΚΟΙ ΑΓΩΝΕΣ ΕΙΣ ΤΗΝ ΒΟΥΛΓΑΡΙΑΝ — [730, 215, 1592, 247]
ophth-ad — [1322, 1608, 1592, 1681]
delice-text: Εἰς τὸ ὁποῖον ἐπαναλαμβάνεται — [38, 1100, 228, 1114]
news-h2: ΑΝΑΚΑΛΥΨΙΣ ΤΣΕΚΑΣ ΚΑΤΑ ΤΟΝ ΤΥΠΟΝ ΤΗΣ ΡΩΣΣΙΚΗΣ — [730, 180, 1592, 215]
colibri-text-2: μὲ τὴν περίφημον — [438, 1097, 550, 1112]
publiburo-tag-2: «PUBLIBURO» — [462, 1527, 526, 1537]
bank-ad — [8, 1458, 258, 1648]
savvas-name: ΣΑΒΒΑ ΒΑΛΛΙΔΗ — [1369, 1248, 1545, 1273]
association-name: ΤΟΥ ΣΥΛΛΟΓΟΥ ΥΠΑΛΛΗΛΩΝ — [49, 1357, 217, 1371]
